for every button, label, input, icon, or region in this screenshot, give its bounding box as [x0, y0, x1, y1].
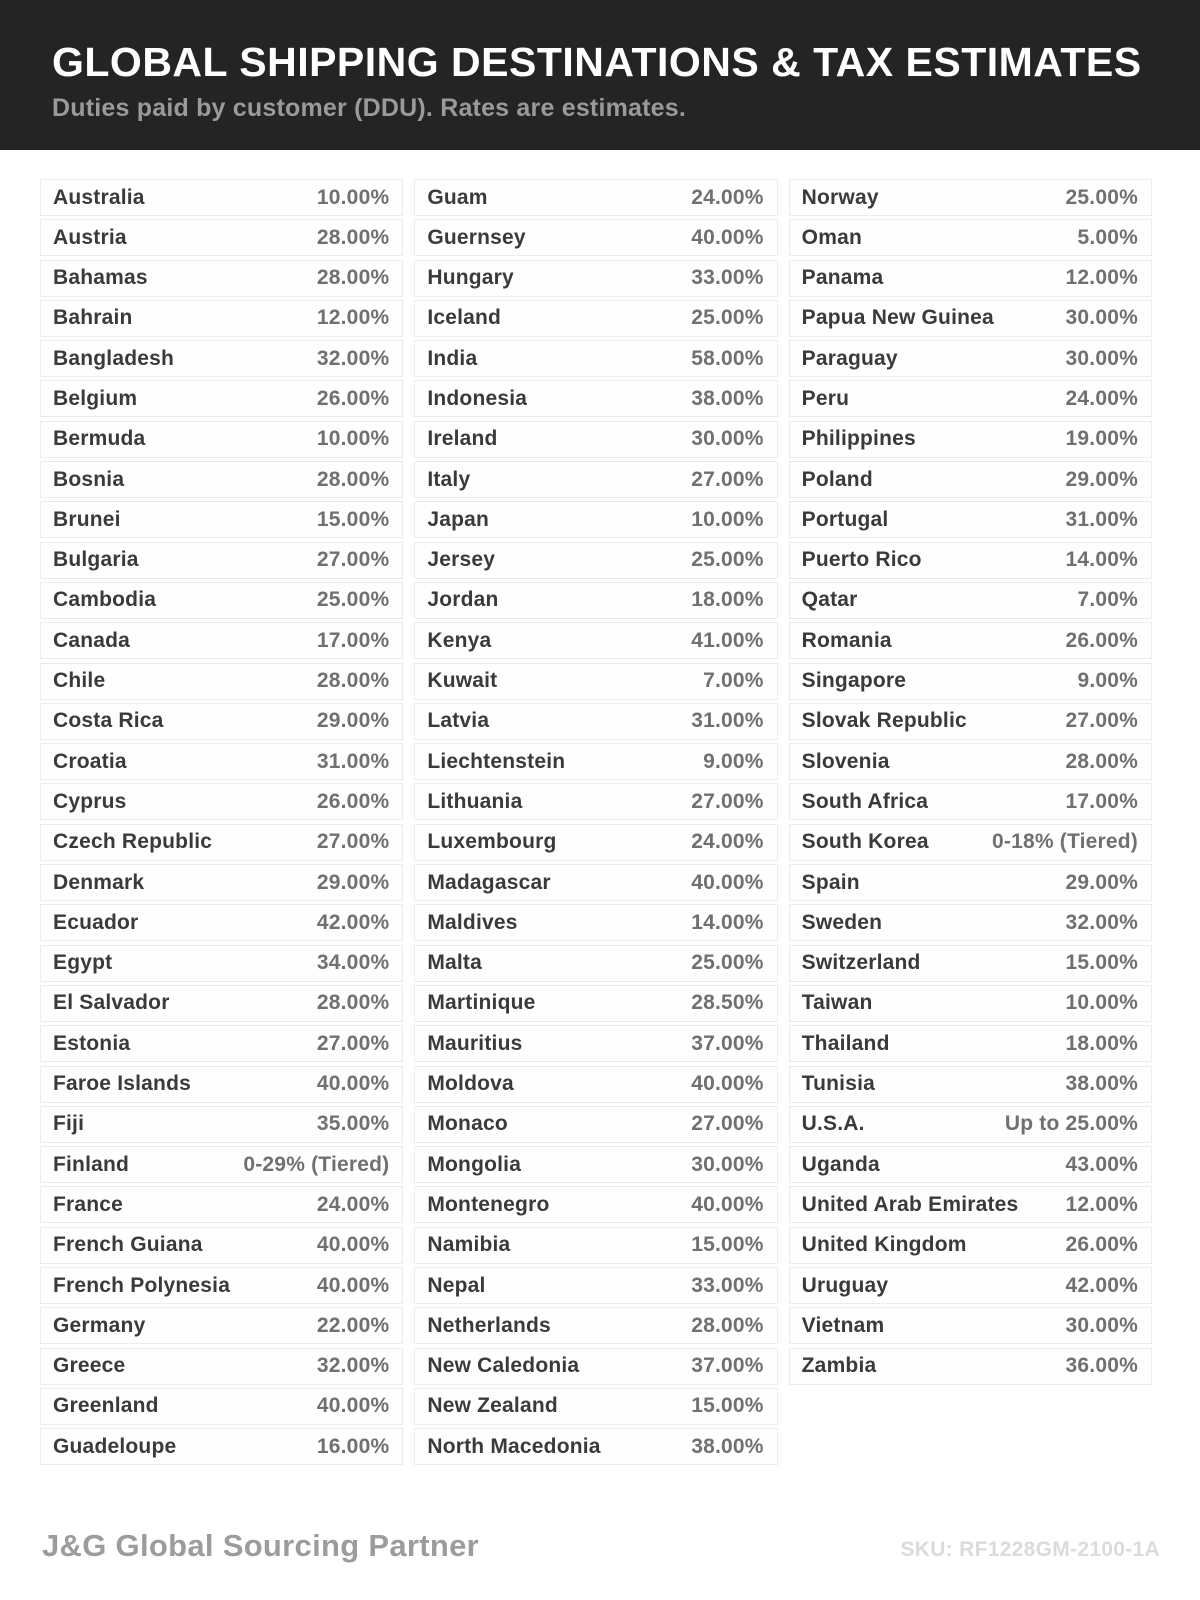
table-row: [414, 340, 777, 377]
country-name: Chile: [53, 669, 106, 693]
tax-rate: 40.00%: [691, 870, 764, 894]
table-row: [789, 179, 1152, 216]
tax-rate: 30.00%: [1065, 306, 1138, 330]
tax-rate: 9.00%: [703, 749, 764, 773]
table-row: [789, 1066, 1152, 1103]
tax-rate: 25.00%: [691, 548, 764, 572]
page-title: GLOBAL SHIPPING DESTINATIONS & TAX ESTIMATES: [52, 39, 1142, 85]
country-name: U.S.A.: [801, 1112, 865, 1136]
country-name: Guam: [427, 185, 488, 209]
tax-rate: 16.00%: [316, 1434, 390, 1458]
table-row: [40, 622, 403, 659]
country-name: Madagascar: [427, 870, 551, 894]
table-row: [414, 622, 777, 659]
table-row: [789, 300, 1152, 337]
table-row: [414, 1227, 777, 1264]
country-name: Egypt: [53, 951, 113, 975]
table-row: [40, 864, 403, 901]
table-row: [789, 380, 1152, 417]
country-name: Kenya: [427, 628, 492, 652]
country-name: Bermuda: [53, 427, 146, 451]
country-name: Spain: [801, 870, 860, 894]
table-row: [40, 945, 403, 982]
table-row: [789, 461, 1152, 498]
table-row: [40, 380, 403, 417]
country-name: Cambodia: [53, 588, 157, 612]
table-row: [40, 904, 403, 941]
country-name: Bahamas: [53, 266, 148, 290]
table-row: [40, 260, 403, 297]
country-name: Mongolia: [427, 1152, 522, 1176]
page-header: [0, 0, 1200, 150]
country-name: Latvia: [427, 709, 490, 733]
table-row: [40, 743, 403, 780]
table-row: [40, 501, 403, 538]
table-row: [40, 1186, 403, 1223]
table-row: [414, 985, 777, 1022]
country-name: Guadeloupe: [53, 1434, 177, 1458]
tax-rate: 25.00%: [1065, 185, 1138, 209]
country-name: Slovak Republic: [801, 709, 967, 733]
country-name: Monaco: [427, 1112, 508, 1136]
table-row: [40, 582, 403, 619]
tax-rate: 40.00%: [691, 225, 764, 249]
country-name: Portugal: [801, 507, 889, 531]
tax-rate: 27.00%: [1065, 709, 1138, 733]
tax-rate: 12.00%: [316, 306, 390, 330]
table-row: [40, 1025, 403, 1062]
country-name: Canada: [53, 628, 131, 652]
country-name: Namibia: [427, 1233, 511, 1257]
brand-name: J&G Global Sourcing Partner: [42, 1528, 480, 1563]
country-name: Papua New Guinea: [801, 306, 994, 330]
table-row: [789, 1307, 1152, 1344]
tax-rate: 28.00%: [316, 669, 390, 693]
table-row: [414, 1025, 777, 1062]
tax-rate: 40.00%: [316, 1233, 390, 1257]
table-row: [414, 904, 777, 941]
country-name: South Korea: [801, 830, 929, 854]
country-name: Jersey: [427, 548, 496, 572]
table-row: [789, 582, 1152, 619]
tax-rate: 24.00%: [316, 1192, 390, 1216]
table-row: [40, 219, 403, 256]
country-name: Philippines: [801, 427, 916, 451]
tax-rate: Up to 25.00%: [1004, 1112, 1138, 1136]
table-row: [414, 864, 777, 901]
table-row: [414, 1388, 777, 1425]
table-row: [789, 340, 1152, 377]
country-name: Austria: [53, 225, 127, 249]
tax-rate: 26.00%: [316, 386, 390, 410]
country-name: Paraguay: [801, 346, 898, 370]
table-row: [789, 219, 1152, 256]
country-name: Vietnam: [801, 1313, 885, 1337]
table-row: [40, 300, 403, 337]
tax-rate: 26.00%: [316, 789, 390, 813]
tax-rate: 33.00%: [691, 266, 764, 290]
tax-rate: 38.00%: [1065, 1072, 1138, 1096]
tax-rate: 38.00%: [691, 386, 764, 410]
country-name: Germany: [53, 1313, 146, 1337]
table-row: [789, 1025, 1152, 1062]
country-name: Liechtenstein: [427, 749, 566, 773]
page-footer: [42, 1528, 1160, 1564]
tax-rate: 42.00%: [316, 910, 390, 934]
tax-rate: 28.00%: [316, 225, 390, 249]
table-row: [40, 1348, 403, 1385]
table-row: [789, 1146, 1152, 1183]
country-name: Finland: [53, 1152, 130, 1176]
country-name: French Polynesia: [53, 1273, 231, 1297]
tax-rate: 25.00%: [691, 306, 764, 330]
table-row: [789, 260, 1152, 297]
table-row: [414, 501, 777, 538]
country-name: New Zealand: [427, 1394, 558, 1418]
table-row: [789, 743, 1152, 780]
tax-rate: 7.00%: [1077, 588, 1138, 612]
country-name: Faroe Islands: [53, 1072, 191, 1096]
table-row: [40, 340, 403, 377]
tax-rate: 38.00%: [691, 1434, 764, 1458]
table-row: [789, 542, 1152, 579]
country-name: United Kingdom: [801, 1233, 967, 1257]
country-name: Uruguay: [801, 1273, 889, 1297]
table-row: [414, 1106, 777, 1143]
country-name: Singapore: [801, 669, 907, 693]
table-row: [40, 985, 403, 1022]
tax-rate: 10.00%: [1065, 991, 1138, 1015]
table-row: [789, 1106, 1152, 1143]
tax-rate: 25.00%: [691, 951, 764, 975]
country-name: Greece: [53, 1354, 126, 1378]
country-name: Fiji: [53, 1112, 85, 1136]
country-name: Cyprus: [53, 789, 127, 813]
table-column-3: [789, 179, 1152, 1469]
table-row: [40, 1307, 403, 1344]
tax-rate: 26.00%: [1065, 1233, 1138, 1257]
table-row: [40, 1227, 403, 1264]
table-row: [414, 743, 777, 780]
tax-rate: 15.00%: [691, 1394, 764, 1418]
table-row: [414, 1348, 777, 1385]
tax-rate: 0-29% (Tiered): [243, 1152, 390, 1176]
tax-rate: 35.00%: [316, 1112, 390, 1136]
tax-rate: 37.00%: [691, 1354, 764, 1378]
tax-rate: 7.00%: [703, 669, 764, 693]
country-name: Greenland: [53, 1394, 159, 1418]
table-row: [789, 1227, 1152, 1264]
tax-rate: 14.00%: [691, 910, 764, 934]
table-row: [40, 1388, 403, 1425]
country-name: Iceland: [427, 306, 502, 330]
table-row: [40, 663, 403, 700]
tax-rate: 40.00%: [316, 1394, 390, 1418]
country-name: Czech Republic: [53, 830, 213, 854]
table-row: [789, 864, 1152, 901]
table-row: [414, 824, 777, 861]
table-row: [789, 1186, 1152, 1223]
tax-rate: 9.00%: [1077, 669, 1138, 693]
table-row: [789, 904, 1152, 941]
country-name: Lithuania: [427, 789, 523, 813]
country-name: Bosnia: [53, 467, 125, 491]
tax-rate: 28.50%: [691, 991, 764, 1015]
tax-rate: 28.00%: [316, 991, 390, 1015]
tax-rate: 34.00%: [316, 951, 390, 975]
country-name: Oman: [801, 225, 862, 249]
table-row: [789, 421, 1152, 458]
table-row: [789, 824, 1152, 861]
country-name: Luxembourg: [427, 830, 557, 854]
tax-rate: 12.00%: [1065, 266, 1138, 290]
country-name: Jordan: [427, 588, 499, 612]
tax-rate: 17.00%: [1065, 789, 1138, 813]
country-name: Mauritius: [427, 1031, 523, 1055]
table-row: [414, 179, 777, 216]
table-row: [789, 501, 1152, 538]
table-row: [789, 985, 1152, 1022]
country-name: Netherlands: [427, 1313, 551, 1337]
country-name: Japan: [427, 507, 490, 531]
table-row: [40, 421, 403, 458]
country-name: Taiwan: [801, 991, 873, 1015]
table-row: [40, 1106, 403, 1143]
tax-rate: 27.00%: [316, 1031, 390, 1055]
table-row: [414, 219, 777, 256]
table-row: [414, 421, 777, 458]
tax-rate: 33.00%: [691, 1273, 764, 1297]
tax-rate: 24.00%: [691, 830, 764, 854]
country-name: Brunei: [53, 507, 121, 531]
country-name: Ireland: [427, 427, 498, 451]
tax-rate: 27.00%: [316, 548, 390, 572]
country-name: Estonia: [53, 1031, 131, 1055]
tax-rate: 10.00%: [691, 507, 764, 531]
table-row: [414, 260, 777, 297]
country-name: Hungary: [427, 266, 514, 290]
country-name: Puerto Rico: [801, 548, 922, 572]
tax-rate: 29.00%: [1065, 870, 1138, 894]
table-row: [40, 1066, 403, 1103]
tax-rate: 24.00%: [691, 185, 764, 209]
tax-rate: 30.00%: [1065, 346, 1138, 370]
country-name: Ecuador: [53, 910, 139, 934]
table-row: [414, 1146, 777, 1183]
tax-rate: 40.00%: [691, 1192, 764, 1216]
country-name: Sweden: [801, 910, 883, 934]
table-row: [414, 1267, 777, 1304]
country-name: Thailand: [801, 1031, 890, 1055]
tax-rate: 58.00%: [691, 346, 764, 370]
country-name: Norway: [801, 185, 879, 209]
country-name: United Arab Emirates: [801, 1192, 1019, 1216]
country-name: El Salvador: [53, 991, 170, 1015]
country-name: Bangladesh: [53, 346, 175, 370]
table-row: [414, 663, 777, 700]
tax-rate: 27.00%: [691, 467, 764, 491]
table-row: [414, 1186, 777, 1223]
country-name: India: [427, 346, 478, 370]
table-row: [789, 622, 1152, 659]
country-name: Martinique: [427, 991, 536, 1015]
table-row: [414, 300, 777, 337]
country-name: Romania: [801, 628, 892, 652]
country-name: Malta: [427, 951, 483, 975]
country-name: Panama: [801, 266, 884, 290]
table-row: [414, 461, 777, 498]
table-row: [414, 703, 777, 740]
table-row: [414, 783, 777, 820]
tax-rate: 28.00%: [316, 467, 390, 491]
table-row: [414, 1428, 777, 1465]
tax-rate: 29.00%: [1065, 467, 1138, 491]
table-row: [414, 945, 777, 982]
tax-rate: 18.00%: [1065, 1031, 1138, 1055]
tax-rate: 40.00%: [691, 1072, 764, 1096]
table-row: [40, 1267, 403, 1304]
tax-rate: 15.00%: [691, 1233, 764, 1257]
tax-rate: 10.00%: [316, 427, 390, 451]
tax-rate: 37.00%: [691, 1031, 764, 1055]
country-name: Indonesia: [427, 386, 528, 410]
table-row: [40, 179, 403, 216]
table-row: [789, 1348, 1152, 1385]
tax-rate: 32.00%: [1065, 910, 1138, 934]
tax-rate: 24.00%: [1065, 386, 1138, 410]
table-row: [414, 380, 777, 417]
tax-rate: 32.00%: [316, 346, 390, 370]
tax-rate: 12.00%: [1065, 1192, 1138, 1216]
country-name: French Guiana: [53, 1233, 203, 1257]
page-subtitle: Duties paid by customer (DDU). Rates are estimates.: [52, 94, 687, 123]
tax-rate: 10.00%: [316, 185, 390, 209]
tax-rate: 40.00%: [316, 1072, 390, 1096]
table-row: [40, 1146, 403, 1183]
table-row: [414, 1066, 777, 1103]
tax-rate: 43.00%: [1065, 1152, 1138, 1176]
table-column-1: [40, 179, 403, 1469]
table-column-2: [414, 179, 777, 1469]
country-name: Croatia: [53, 749, 127, 773]
table-row: [414, 1307, 777, 1344]
tax-rate: 17.00%: [316, 628, 390, 652]
country-name: Costa Rica: [53, 709, 164, 733]
country-name: Australia: [53, 185, 145, 209]
tax-rate: 31.00%: [691, 709, 764, 733]
table-row: [789, 1267, 1152, 1304]
table-row: [414, 582, 777, 619]
tax-rate: 5.00%: [1077, 225, 1138, 249]
tax-rate: 30.00%: [691, 1152, 764, 1176]
country-name: Maldives: [427, 910, 518, 934]
tax-rate: 18.00%: [691, 588, 764, 612]
tax-rate: 27.00%: [691, 1112, 764, 1136]
country-name: Poland: [801, 467, 873, 491]
country-name: North Macedonia: [427, 1434, 601, 1458]
tax-rate: 41.00%: [691, 628, 764, 652]
country-name: Bahrain: [53, 306, 133, 330]
table-row: [40, 542, 403, 579]
country-name: Moldova: [427, 1072, 514, 1096]
country-name: South Africa: [801, 789, 929, 813]
tax-rate: 27.00%: [316, 830, 390, 854]
country-name: Guernsey: [427, 225, 526, 249]
sku-label: SKU: RF1228GM-2100-1A: [900, 1538, 1160, 1561]
country-name: Uganda: [801, 1152, 880, 1176]
country-name: Montenegro: [427, 1192, 550, 1216]
tax-rate: 30.00%: [1065, 1313, 1138, 1337]
tax-rate: 30.00%: [691, 427, 764, 451]
tax-rate: 29.00%: [316, 709, 390, 733]
table-row: [789, 945, 1152, 982]
table-row: [40, 824, 403, 861]
tax-rate: 15.00%: [1065, 951, 1138, 975]
tax-rate-table: [40, 179, 1152, 1469]
tax-rate: 29.00%: [316, 870, 390, 894]
tax-rate: 28.00%: [691, 1313, 764, 1337]
tax-rate: 28.00%: [316, 266, 390, 290]
table-row: [789, 783, 1152, 820]
country-name: Belgium: [53, 386, 138, 410]
tax-rate: 28.00%: [1065, 749, 1138, 773]
tax-rate: 15.00%: [316, 507, 390, 531]
tax-rate: 36.00%: [1065, 1354, 1138, 1378]
table-row: [40, 461, 403, 498]
country-name: Kuwait: [427, 669, 498, 693]
table-row: [789, 663, 1152, 700]
tax-rate: 31.00%: [316, 749, 390, 773]
country-name: Nepal: [427, 1273, 486, 1297]
country-name: France: [53, 1192, 124, 1216]
tax-rate: 40.00%: [316, 1273, 390, 1297]
table-row: [40, 1428, 403, 1465]
tax-rate: 27.00%: [691, 789, 764, 813]
tax-rate: 25.00%: [316, 588, 390, 612]
table-row: [414, 542, 777, 579]
tax-rate: 14.00%: [1065, 548, 1138, 572]
country-name: Slovenia: [801, 749, 890, 773]
country-name: Peru: [801, 386, 850, 410]
table-row: [40, 783, 403, 820]
tax-rate: 32.00%: [316, 1354, 390, 1378]
country-name: Bulgaria: [53, 548, 139, 572]
country-name: Italy: [427, 467, 471, 491]
country-name: Zambia: [801, 1354, 877, 1378]
country-name: Denmark: [53, 870, 145, 894]
tax-rate: 42.00%: [1065, 1273, 1138, 1297]
tax-rate: 0-18% (Tiered): [992, 830, 1138, 854]
tax-rate: 22.00%: [316, 1313, 390, 1337]
country-name: Switzerland: [801, 951, 921, 975]
country-name: New Caledonia: [427, 1354, 580, 1378]
country-name: Qatar: [801, 588, 858, 612]
table-row: [789, 703, 1152, 740]
tax-rate: 31.00%: [1065, 507, 1138, 531]
tax-rate: 19.00%: [1065, 427, 1138, 451]
tax-rate: 26.00%: [1065, 628, 1138, 652]
country-name: Tunisia: [801, 1072, 876, 1096]
table-row: [40, 703, 403, 740]
